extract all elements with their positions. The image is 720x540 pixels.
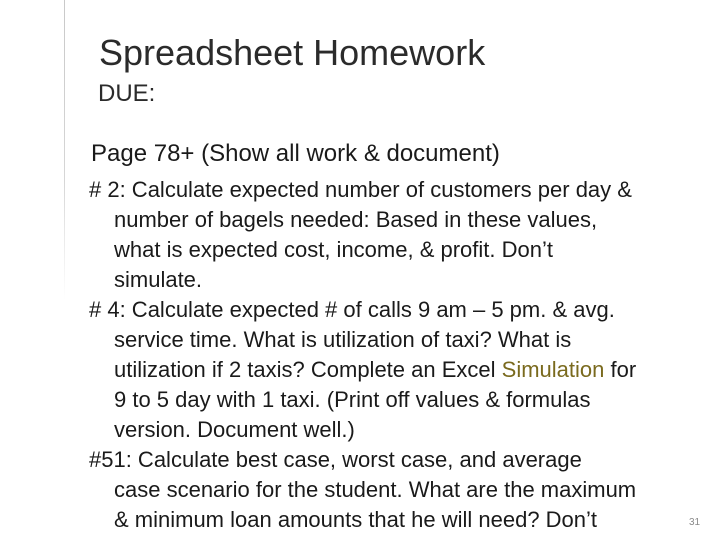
item-4-line-3-end: for bbox=[604, 357, 637, 382]
item-4-line-3-start: utilization if 2 taxis? Complete an Excel bbox=[114, 357, 502, 382]
item-51-line-2: case scenario for the student. What are the maximum bbox=[114, 477, 637, 502]
item-2-line-4: simulate. bbox=[114, 267, 203, 292]
side-rule bbox=[64, 0, 65, 300]
item-4-line-5: version. Document well.) bbox=[114, 417, 355, 442]
slide-subtitle: DUE: bbox=[98, 80, 156, 107]
item-4 bbox=[89, 295, 720, 445]
assignment-heading: Page 78+ (Show all work & document) bbox=[91, 140, 500, 167]
item-2-line-1: # 2: Calculate expected number of customers per day & bbox=[89, 177, 632, 202]
slide-body bbox=[89, 139, 720, 535]
item-51 bbox=[89, 445, 720, 535]
item-2-line-3: what is expected cost, income, & profit. Don’t bbox=[114, 237, 553, 262]
item-4-line-2: service time. What is utilization of taxi? What is bbox=[114, 327, 572, 352]
page-number: 31 bbox=[689, 517, 701, 528]
item-4-line-4: 9 to 5 day with 1 taxi. (Print off values & formulas bbox=[114, 387, 591, 412]
simulation-highlight: Simulation bbox=[501, 357, 605, 382]
slide-title: Spreadsheet Homework bbox=[99, 32, 486, 73]
item-4-line-1: # 4: Calculate expected # of calls 9 am – 5 pm. & avg. bbox=[89, 297, 615, 322]
item-51-line-3: & minimum loan amounts that he will need? Don’t bbox=[114, 507, 598, 532]
item-4-line-3 bbox=[89, 355, 720, 385]
item-2-line-2: number of bagels needed: Based in these values, bbox=[114, 207, 598, 232]
item-51-line-1: #51: Calculate best case, worst case, and average bbox=[89, 447, 582, 472]
item-2 bbox=[89, 175, 720, 295]
